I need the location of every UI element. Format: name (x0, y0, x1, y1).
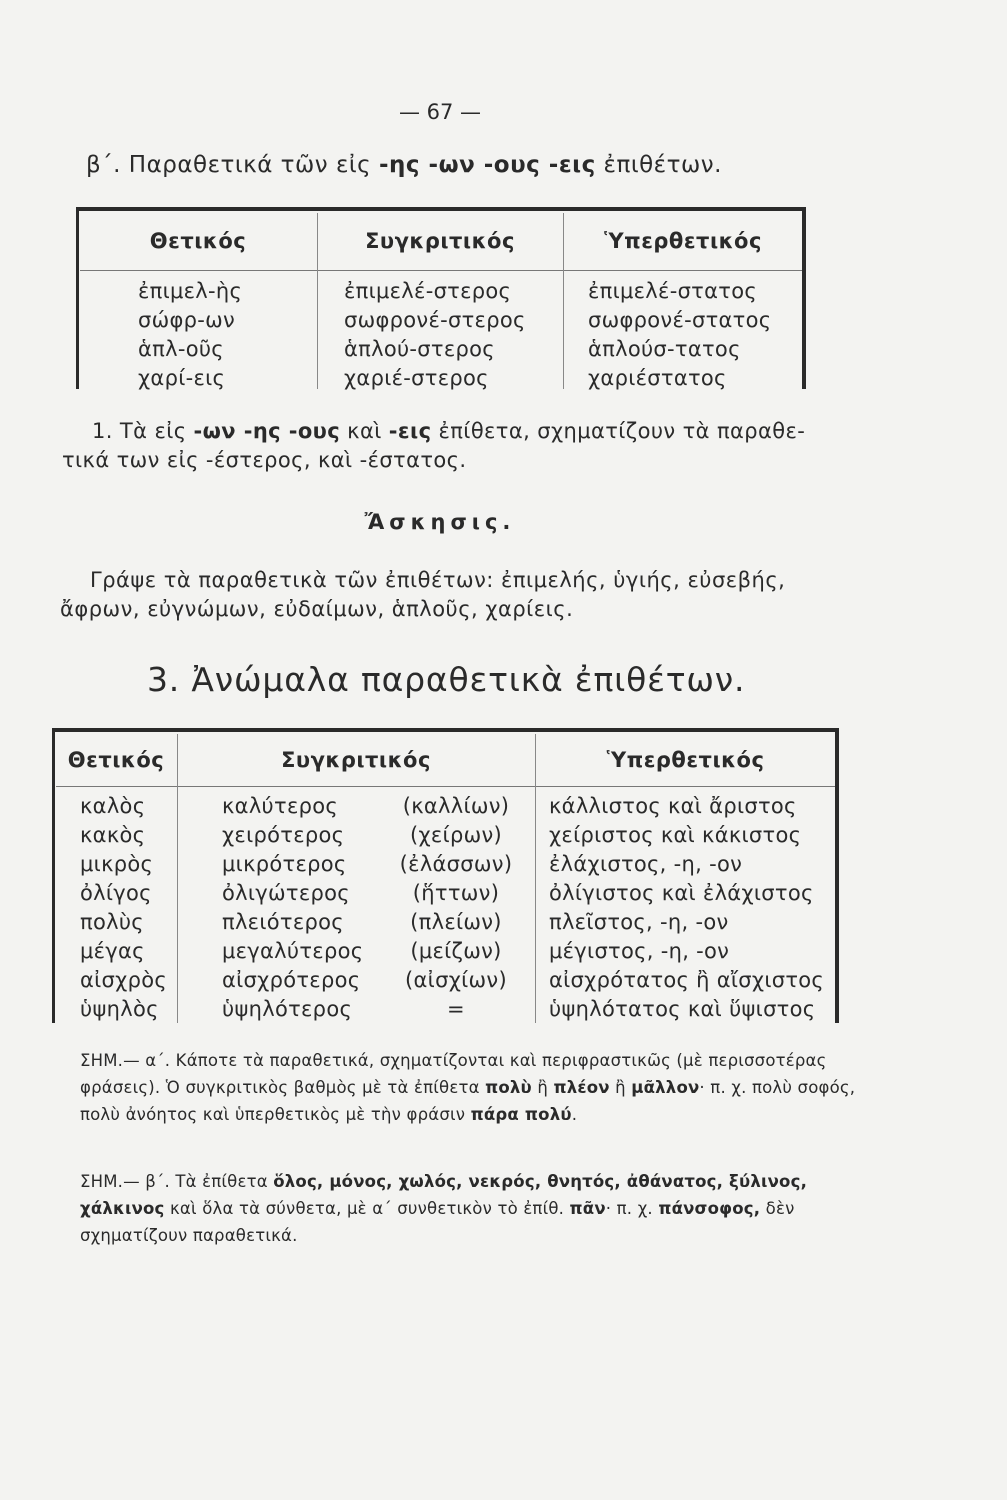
table-cell: αἰσχρότερος (222, 968, 361, 992)
table-left-border (76, 207, 79, 389)
note-text: ΣΗΜ.— β΄. Τὰ ἐπίθετα (80, 1172, 274, 1191)
table-header-divider (56, 786, 835, 787)
table-cell: ἁπλούσ-τατος (588, 337, 741, 361)
positive-column (80, 792, 167, 1024)
table-cell: (αἰσχίων) (405, 968, 507, 992)
note-text: δὲν σχηματίζουν παραθετικά. (80, 1199, 795, 1245)
note-bold: πολὺ (485, 1078, 532, 1097)
table-cell: ἐπιμελ-ὴς (138, 279, 243, 303)
table-cell: (μείζων) (410, 939, 502, 963)
exercise-line-1: Γράψε τὰ παραθετικὰ τῶν ἐπιθέτων: ἐπιμελής, ὑγιής, εὐσεβής, (90, 568, 786, 592)
table-cell: αἰσχρότατος ἢ αἴσχιστος (549, 968, 825, 992)
table-cell: πλειότερος (222, 910, 344, 934)
note-bold: πλέον (553, 1078, 610, 1097)
table-cell: ἐλάχιστος, -η, -ον (549, 852, 743, 876)
column-divider (535, 734, 536, 1023)
header-positive: Θετικός (67, 748, 165, 772)
table-cell: ἐπιμελέ-στερος (344, 279, 512, 303)
rule-text: 1. Τὰ εἰς (92, 419, 194, 443)
table-cell: ἁπλού-στερος (344, 337, 495, 361)
table-cell: μικρὸς (80, 852, 154, 876)
section-3-title: 3. Ἀνώμαλα παραθετικὰ ἐπιθέτων. (147, 660, 746, 699)
section-b-prefix: β΄. Παραθετικά τῶν εἰς (86, 152, 379, 178)
rule-line-2: τικά των εἰς -έστερος, καὶ -έστατος. (62, 448, 467, 472)
comparison-table-regular (76, 207, 806, 389)
table-right-border (802, 207, 806, 389)
table-cell: ὑψηλότερος (222, 997, 353, 1021)
table-cell: χείριστος καὶ κάκιστος (549, 823, 802, 847)
table-cell: σώφρ-ων (138, 308, 236, 332)
table-left-border (52, 728, 55, 1023)
table-cell: (πλείων) (410, 910, 502, 934)
table-cell: πλεῖστος, -η, -ον (549, 910, 729, 934)
table-cell: = (447, 997, 465, 1021)
rule-paragraph (62, 417, 862, 475)
table-cell: κακὸς (80, 823, 146, 847)
table-cell: σωφρονέ-στερος (344, 308, 526, 332)
table-cell: ὀλίγος (80, 881, 152, 905)
note-text: ἢ (609, 1078, 632, 1097)
header-comparative: Συγκριτικός (365, 229, 515, 253)
superlative-column (549, 792, 824, 1024)
table-cell: ὀλίγιστος καὶ ἐλάχιστος (549, 881, 814, 905)
table-cell: (χείρων) (409, 823, 503, 847)
exercise-title: Ἄσκησις. (364, 510, 516, 534)
table-cell: (ἥττων) (412, 881, 500, 905)
table-cell: (ἐλάσσων) (399, 852, 513, 876)
note-bold: πᾶν (569, 1199, 606, 1218)
table-header-divider (80, 270, 802, 271)
table-cell: χαριέ-στερος (344, 366, 489, 390)
table-cell: (καλλίων) (402, 794, 510, 818)
positive-column (138, 277, 242, 393)
header-positive: Θετικός (149, 229, 247, 253)
superlative-column (588, 277, 771, 393)
note-a (80, 1047, 870, 1128)
exercise-line-2: ἄφρων, εὐγνώμων, εὐδαίμων, ἁπλοῦς, χαρίεις. (60, 597, 574, 621)
note-text: ΣΗΜ.— α΄. Κάποτε τὰ παραθετικά, σχηματίζονται καὶ περιφραστικῶς (μὲ περισσοτέρας φράσεις). Ὁ συγκριτικὸς βαθμὸς μὲ τὰ ἐπίθετα (80, 1051, 827, 1097)
note-bold: ὅλος, μόνος, χωλός, νεκρός, θνητός, ἀθάνατος, ξύλινος, χάλκινος (80, 1172, 808, 1218)
table-cell: μέγιστος, -η, -ον (549, 939, 730, 963)
table-cell: ἐπιμελέ-στατος (588, 279, 757, 303)
ancient-comparative-column (386, 792, 526, 1024)
table-cell: αἰσχρὸς (80, 968, 167, 992)
header-superlative: Ὑπερθετικός (604, 229, 762, 253)
rule-text: καὶ (340, 419, 389, 443)
table-cell: πολὺς (80, 910, 144, 934)
note-text: . (571, 1105, 578, 1124)
table-cell: χαρί-εις (138, 366, 226, 390)
table-top-border (76, 207, 806, 211)
table-cell: κάλλιστος καὶ ἄριστος (549, 794, 797, 818)
column-divider (177, 734, 178, 1023)
table-cell: ὑψηλότατος καὶ ὕψιστος (549, 997, 816, 1021)
table-cell: σωφρονέ-στατος (588, 308, 772, 332)
table-top-border (52, 728, 839, 732)
table-cell: ὀλιγώτερος (222, 881, 350, 905)
comparison-table-irregular (52, 728, 839, 1023)
header-superlative: Ὑπερθετικός (606, 748, 765, 772)
section-b-suffix: ἐπιθέτων. (595, 152, 722, 178)
table-cell: χαριέστατος (588, 366, 727, 390)
table-right-border (835, 728, 839, 1023)
rule-endings: -εις (388, 419, 432, 443)
rule-text: ἐπίθετα, σχηματίζουν τὰ παραθε- (431, 419, 806, 443)
note-text: καὶ ὅλα τὰ σύνθετα, μὲ α΄ συνθετικὸν τὸ ἐπίθ. (164, 1199, 570, 1218)
header-comparative: Συγκριτικός (281, 748, 431, 772)
section-b-endings: -ης -ων -ους -εις (378, 152, 596, 178)
note-bold: πάνσοφος, (658, 1199, 761, 1218)
section-b-heading (86, 152, 722, 178)
note-text: · π. χ. πολὺ σοφός, πολὺ ἀνόητος καὶ ὑπερθετικὸς μὲ τὴν φράσιν (80, 1078, 856, 1124)
note-text: ἢ (531, 1078, 554, 1097)
comparative-column (222, 792, 363, 1024)
note-bold: μᾶλλον (631, 1078, 700, 1097)
rule-line-1 (92, 417, 862, 446)
exercise-text (60, 566, 870, 624)
table-cell: χειρότερος (222, 823, 345, 847)
table-cell: μεγαλύτερος (222, 939, 364, 963)
note-text: · π. χ. (605, 1199, 659, 1218)
table-cell: ὑψηλὸς (80, 997, 159, 1021)
table-cell: μικρότερος (222, 852, 347, 876)
note-b (80, 1168, 870, 1249)
rule-endings: -ων -ης -ους (193, 419, 341, 443)
page-number: — 67 — (398, 100, 482, 124)
table-cell: ἁπλ-οῦς (138, 337, 224, 361)
note-bold: πάρα πολύ (470, 1105, 572, 1124)
table-cell: καλὸς (80, 794, 146, 818)
table-cell: μέγας (80, 939, 145, 963)
comparative-column (344, 277, 526, 393)
table-cell: καλύτερος (222, 794, 338, 818)
